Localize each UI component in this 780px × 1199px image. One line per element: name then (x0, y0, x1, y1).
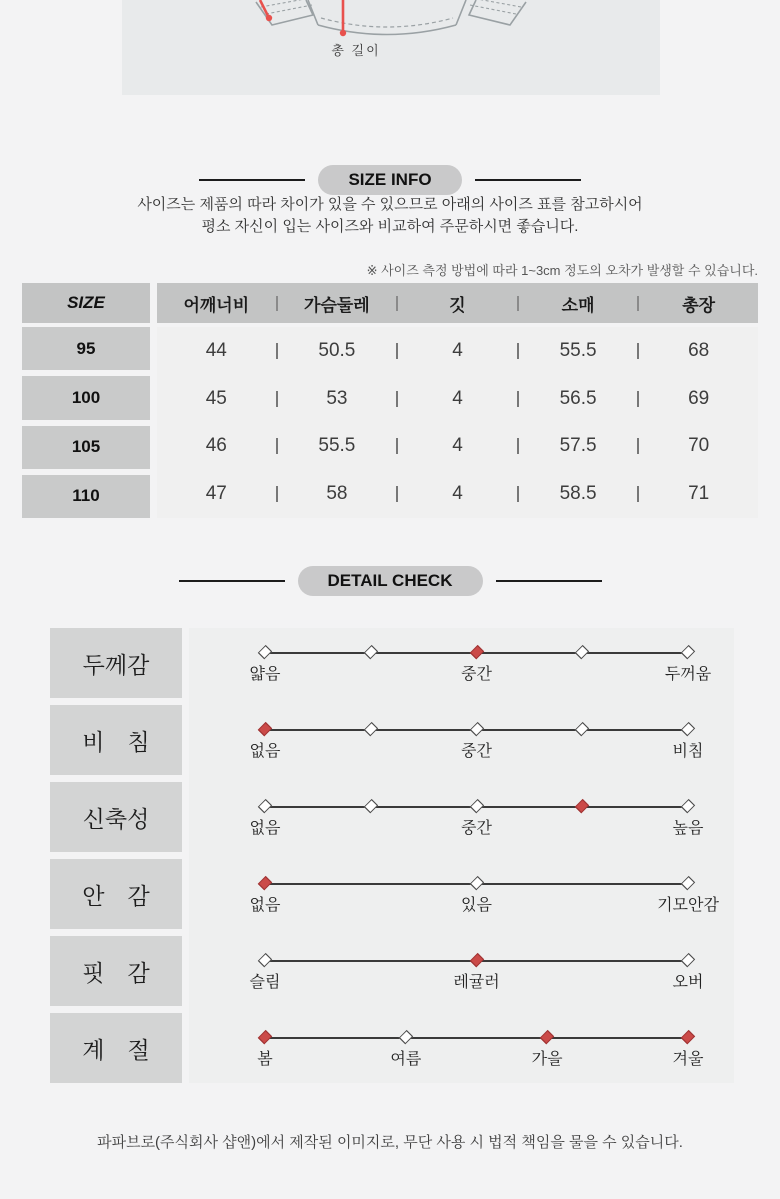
size-value: 71 (688, 483, 710, 505)
size-table-column-header: 총장 (682, 295, 716, 315)
scale-point-label: 슬림 (249, 974, 281, 991)
scale-track (249, 782, 704, 852)
size-table-body (22, 327, 758, 518)
size-value: 55.5 (318, 435, 356, 457)
detail-row-label: 신축성 (50, 782, 182, 852)
scale-point-icon (681, 645, 695, 659)
measure-column-headers (157, 283, 758, 323)
scale-point-label: 겨울 (672, 1051, 704, 1068)
scale-point-label: 비침 (672, 743, 704, 760)
scale-point-label: 여름 (390, 1051, 422, 1068)
detail-scale (182, 1013, 734, 1083)
size-value: 4 (452, 435, 463, 457)
size-table (22, 283, 758, 518)
size-value: 44 (205, 339, 227, 361)
description-line: 사이즈는 제품의 따라 차이가 있을 수 있으므로 아래의 사이즈 표를 참고하시어 (137, 196, 643, 213)
scale-track (257, 1013, 704, 1083)
size-cell: 95 (22, 327, 150, 370)
detail-scale (182, 705, 734, 775)
detail-row-label: 두께감 (50, 628, 182, 698)
scale-point-label: 얇음 (249, 666, 281, 683)
size-table-column-header: 깃 (449, 295, 466, 315)
scale-point-selected-icon (258, 876, 272, 890)
table-row (157, 470, 758, 518)
scale-point-icon (364, 799, 378, 813)
scale-point-label: 있음 (461, 897, 492, 914)
size-table-column-header: 소매 (561, 295, 595, 315)
scale-point-icon (681, 722, 695, 736)
scale-point-icon (470, 799, 484, 813)
scale-point-selected-icon (681, 1030, 695, 1044)
size-value: 45 (205, 387, 227, 409)
table-row (157, 423, 758, 471)
scale-track (249, 705, 704, 775)
size-table-header (22, 283, 758, 323)
size-info-title: SIZE INFO (318, 165, 461, 195)
size-tolerance-note: ※ 사이즈 측정 방법에 따라 1~3cm 정도의 오차가 발생할 수 있습니다. (366, 263, 758, 278)
size-value: 4 (452, 387, 463, 409)
size-value: 56.5 (559, 387, 597, 409)
scale-point-icon (470, 876, 484, 890)
size-value: 4 (452, 483, 463, 505)
detail-scale (182, 628, 734, 698)
detail-row (50, 705, 734, 775)
size-value: 50.5 (318, 339, 356, 361)
size-value: 58.5 (559, 483, 597, 505)
scale-point-selected-icon (258, 1030, 272, 1044)
scale-point-selected-icon (470, 953, 484, 967)
size-cell: 110 (22, 475, 150, 518)
detail-row (50, 782, 734, 852)
scale-point-label: 중간 (461, 666, 492, 683)
scale-point-selected-icon (470, 645, 484, 659)
size-values (157, 327, 758, 518)
size-value: 4 (452, 339, 463, 361)
size-info-header (0, 165, 780, 195)
scale-point-icon (399, 1030, 413, 1044)
table-row (157, 375, 758, 423)
detail-scale (182, 782, 734, 852)
divider-line (179, 580, 285, 582)
scale-track (249, 936, 704, 1006)
size-cell: 100 (22, 376, 150, 419)
scale-point-icon (258, 953, 272, 967)
garment-length-label: 총 길이 (331, 43, 381, 58)
detail-row-label: 안 감 (50, 859, 182, 929)
scale-point-label: 기모안감 (657, 897, 719, 914)
size-info-description (0, 194, 780, 238)
detail-row (50, 1013, 734, 1083)
scale-point-icon (575, 645, 589, 659)
scale-point-label: 중간 (461, 743, 492, 760)
scale-point-label: 두꺼움 (664, 666, 712, 683)
detail-check-table (50, 628, 734, 1083)
scale-point-selected-icon (540, 1030, 554, 1044)
scale-track (249, 628, 712, 698)
scale-point-icon (575, 722, 589, 736)
detail-check-header (0, 566, 780, 596)
detail-scale (182, 859, 734, 929)
scale-point-icon (258, 645, 272, 659)
detail-row (50, 859, 734, 929)
table-row (157, 327, 758, 375)
scale-track (249, 859, 719, 929)
description-line: 평소 자신이 입는 사이즈와 비교하여 주문하시면 좋습니다. (201, 218, 579, 235)
scale-point-icon (681, 953, 695, 967)
scale-point-label: 봄 (257, 1051, 273, 1068)
size-value: 57.5 (559, 435, 597, 457)
size-value: 53 (326, 387, 348, 409)
size-value: 55.5 (559, 339, 597, 361)
scale-point-label: 오버 (672, 974, 704, 991)
scale-point-icon (681, 876, 695, 890)
scale-point-label: 중간 (461, 820, 492, 837)
size-value: 46 (205, 435, 227, 457)
garment-diagram (122, 0, 660, 95)
size-value: 47 (205, 483, 227, 505)
size-table-column-header: 가슴둘레 (304, 295, 370, 315)
divider-line (496, 580, 602, 582)
garment-sketch-image (122, 0, 660, 95)
size-table-column-header: 어깨너비 (183, 295, 250, 315)
detail-check-title: DETAIL CHECK (298, 566, 483, 596)
divider-line (199, 179, 305, 181)
scale-point-label: 없음 (249, 743, 281, 760)
divider-line (475, 179, 581, 181)
scale-point-selected-icon (575, 799, 589, 813)
size-cell: 105 (22, 426, 150, 469)
size-column (22, 327, 150, 518)
detail-row (50, 628, 734, 698)
detail-scale (182, 936, 734, 1006)
detail-row (50, 936, 734, 1006)
detail-row-label: 비 침 (50, 705, 182, 775)
detail-row-label: 계 절 (50, 1013, 182, 1083)
scale-point-label: 높음 (672, 820, 704, 837)
size-value: 58 (326, 483, 348, 505)
size-value: 69 (688, 387, 710, 409)
scale-point-icon (681, 799, 695, 813)
size-value: 68 (688, 339, 710, 361)
scale-point-icon (258, 799, 272, 813)
scale-point-label: 가을 (531, 1051, 563, 1068)
scale-point-label: 없음 (249, 820, 281, 837)
copyright-notice: 파파브로(주식회사 샵앤)에서 제작된 이미지로, 무단 사용 시 법적 책임을 물을 수 있습니다. (97, 1134, 683, 1151)
size-column-header: SIZE (22, 283, 150, 323)
size-value: 70 (688, 435, 710, 457)
scale-line (265, 1037, 688, 1039)
scale-point-icon (364, 645, 378, 659)
scale-point-label: 없음 (249, 897, 281, 914)
scale-point-label: 레귤러 (453, 974, 500, 991)
detail-row-label: 핏 감 (50, 936, 182, 1006)
scale-point-icon (470, 722, 484, 736)
scale-point-selected-icon (258, 722, 272, 736)
scale-point-icon (364, 722, 378, 736)
